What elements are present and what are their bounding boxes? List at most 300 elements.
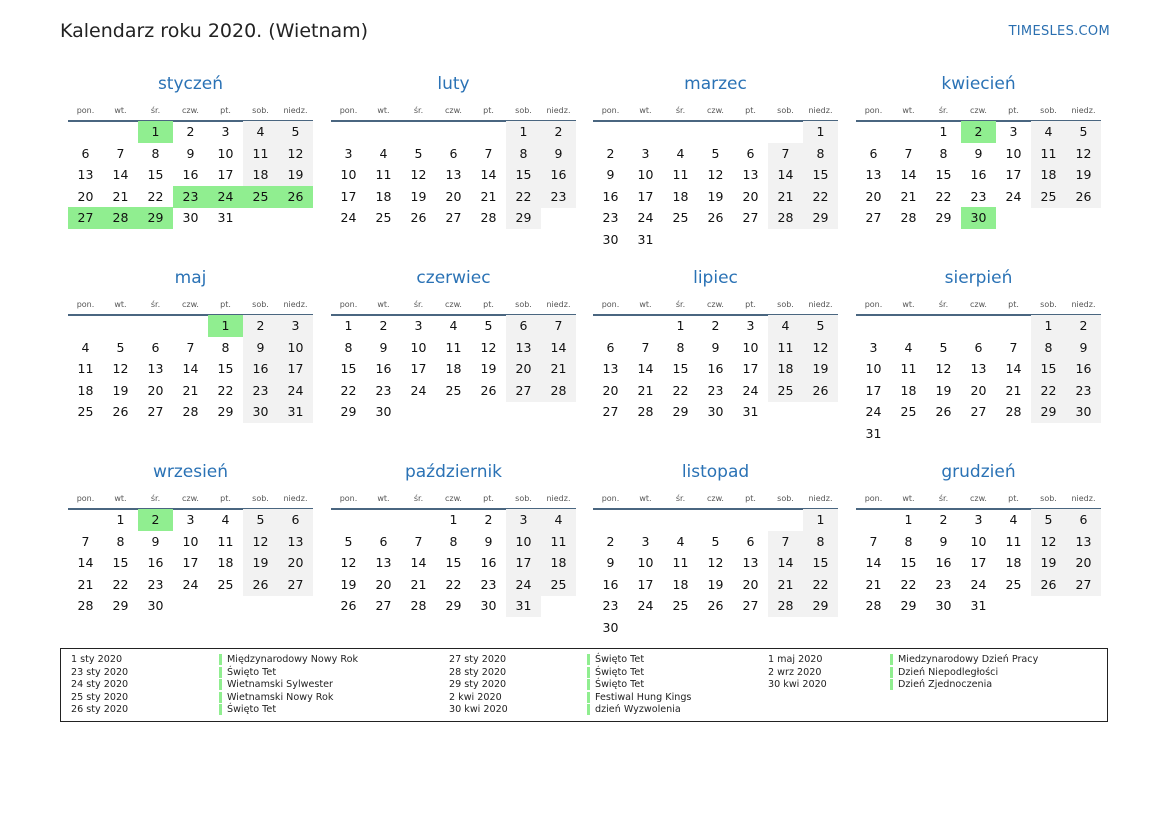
day-cell: 6 <box>606 339 615 355</box>
weekday-label: niedz. <box>283 494 308 503</box>
weekday-label: wt. <box>639 106 652 115</box>
day-cell: 19 <box>935 382 952 398</box>
day-cell: 10 <box>865 361 882 377</box>
day-cell: 2 <box>484 512 493 527</box>
day-cell: 15 <box>445 555 462 571</box>
day-cell: 27 <box>865 210 882 226</box>
day-cell: 23 <box>935 576 952 592</box>
day-cell: 7 <box>768 143 803 165</box>
weekday-label: czw. <box>182 300 199 309</box>
day-cell: 2 <box>606 145 615 161</box>
legend-holiday-name: Święto Tet <box>587 654 644 665</box>
weekday-label: wt. <box>114 106 127 115</box>
day-cell: 2 <box>606 533 615 549</box>
weekday-label: niedz. <box>1071 106 1096 115</box>
legend-date: 29 sty 2020 <box>449 679 507 691</box>
day-cell: 16 <box>480 555 497 571</box>
day-cell: 30 <box>243 401 278 423</box>
day-cell: 12 <box>707 555 724 571</box>
day-cell: 13 <box>375 555 392 571</box>
day-cell: 5 <box>116 339 125 355</box>
day-cell: 15 <box>147 167 164 183</box>
day-cell: 17 <box>278 358 313 380</box>
day-cell: 4 <box>81 339 90 355</box>
day-cell: 25 <box>445 382 462 398</box>
day-cell: 4 <box>1009 512 1018 527</box>
holiday-day-cell: 1 <box>138 121 173 143</box>
weekday-label: niedz. <box>546 106 571 115</box>
day-cell: 11 <box>77 361 94 377</box>
day-cell: 22 <box>340 382 357 398</box>
weekday-label: niedz. <box>808 300 833 309</box>
legend-date: 1 maj 2020 <box>768 654 823 665</box>
day-cell: 27 <box>602 404 619 420</box>
day-cell: 14 <box>182 361 199 377</box>
day-cell: 31 <box>217 210 234 226</box>
day-cell: 25 <box>217 576 234 592</box>
day-cell: 6 <box>746 533 755 549</box>
day-cell: 9 <box>243 337 278 359</box>
day-cell: 12 <box>243 531 278 553</box>
day-cell: 31 <box>637 232 654 247</box>
day-cell: 29 <box>803 595 838 617</box>
day-cell: 15 <box>672 361 689 377</box>
day-cell: 17 <box>742 361 759 377</box>
day-cell: 4 <box>243 121 278 143</box>
day-cell: 18 <box>445 361 462 377</box>
day-cell: 15 <box>112 555 129 571</box>
day-cell: 29 <box>1031 401 1066 423</box>
weekday-label: niedz. <box>1071 300 1096 309</box>
day-cell: 13 <box>602 361 619 377</box>
day-cell: 31 <box>970 598 987 614</box>
day-cell: 3 <box>869 339 878 355</box>
day-cell: 23 <box>707 382 724 398</box>
day-cell: 19 <box>803 358 838 380</box>
day-cell: 16 <box>541 164 576 186</box>
day-cell: 11 <box>768 337 803 359</box>
day-cell: 7 <box>81 533 90 549</box>
day-cell: 10 <box>506 531 541 553</box>
day-cell: 25 <box>672 598 689 614</box>
day-cell: 12 <box>935 361 952 377</box>
day-cell: 2 <box>541 121 576 143</box>
weekday-label: śr. <box>413 300 424 309</box>
day-cell: 3 <box>221 124 230 139</box>
weekday-label: wt. <box>902 106 915 115</box>
day-cell: 20 <box>742 188 759 204</box>
day-cell: 22 <box>217 382 234 398</box>
day-cell: 24 <box>182 576 199 592</box>
day-cell: 11 <box>672 555 689 571</box>
day-cell: 13 <box>1066 531 1101 553</box>
day-cell: 30 <box>602 232 619 247</box>
day-cell: 25 <box>541 574 576 596</box>
day-cell: 4 <box>676 533 685 549</box>
day-cell: 26 <box>340 598 357 614</box>
day-cell: 6 <box>379 533 388 549</box>
legend-holiday-name: Miedzynarodowy Dzień Pracy <box>890 654 1038 665</box>
day-cell: 21 <box>112 188 129 204</box>
day-cell: 22 <box>803 574 838 596</box>
month-name: sierpień <box>944 268 1013 288</box>
weekday-label: sob. <box>515 106 532 115</box>
day-cell: 15 <box>506 164 541 186</box>
weekday-label: śr. <box>150 106 161 115</box>
weekday-label: pt. <box>483 300 494 309</box>
day-cell: 20 <box>77 188 94 204</box>
day-cell: 17 <box>637 188 654 204</box>
day-cell: 28 <box>768 207 803 229</box>
day-cell: 8 <box>221 339 230 355</box>
day-cell: 26 <box>1031 574 1066 596</box>
day-cell: 21 <box>865 576 882 592</box>
day-cell: 22 <box>935 188 952 204</box>
day-cell: 28 <box>1005 404 1022 420</box>
day-cell: 15 <box>935 167 952 183</box>
day-cell: 5 <box>1031 509 1066 531</box>
day-cell: 25 <box>900 404 917 420</box>
day-cell: 5 <box>484 318 493 333</box>
legend-date: 28 sty 2020 <box>449 666 507 678</box>
day-cell: 1 <box>344 318 353 333</box>
weekday-label: sob. <box>1040 494 1057 503</box>
day-cell: 18 <box>375 188 392 204</box>
day-cell: 4 <box>768 315 803 337</box>
weekday-label: czw. <box>445 106 462 115</box>
day-cell: 1 <box>939 124 948 139</box>
legend-holiday-name: Święto Tet <box>219 667 276 678</box>
day-cell: 16 <box>970 167 987 183</box>
day-cell: 9 <box>606 167 615 183</box>
day-cell: 1 <box>1031 315 1066 337</box>
month-name: czerwiec <box>416 268 491 288</box>
day-cell: 18 <box>1005 555 1022 571</box>
day-cell: 21 <box>182 382 199 398</box>
page-title: Kalendarz roku 2020. (Wietnam) <box>60 20 369 42</box>
day-cell: 12 <box>1066 143 1101 165</box>
day-cell: 17 <box>1005 167 1022 183</box>
legend-holiday-name: Międzynarodowy Nowy Rok <box>219 654 358 665</box>
legend-holiday-name: Wietnamski Nowy Rok <box>219 692 333 703</box>
day-cell: 7 <box>904 145 913 161</box>
day-cell: 30 <box>480 598 497 614</box>
weekday-label: pon. <box>864 494 883 503</box>
weekday-label: pon. <box>864 300 883 309</box>
day-cell: 6 <box>449 145 458 161</box>
weekday-label: pon. <box>76 106 95 115</box>
legend-holiday-name: Święto Tet <box>587 667 644 678</box>
day-cell: 5 <box>278 121 313 143</box>
day-cell: 25 <box>1005 576 1022 592</box>
day-cell: 17 <box>637 576 654 592</box>
day-cell: 22 <box>506 186 541 208</box>
day-cell: 11 <box>900 361 917 377</box>
day-cell: 17 <box>182 555 199 571</box>
day-cell: 21 <box>1005 382 1022 398</box>
day-cell: 11 <box>541 531 576 553</box>
weekday-label: pon. <box>76 300 95 309</box>
day-cell: 2 <box>186 124 195 139</box>
day-cell: 29 <box>900 598 917 614</box>
weekday-label: wt. <box>377 106 390 115</box>
day-cell: 5 <box>1066 121 1101 143</box>
holiday-day-cell: 27 <box>68 207 103 229</box>
weekday-label: wt. <box>902 494 915 503</box>
day-cell: 22 <box>1031 380 1066 402</box>
day-cell: 16 <box>375 361 392 377</box>
day-cell: 9 <box>711 339 720 355</box>
day-cell: 22 <box>112 576 129 592</box>
day-cell: 26 <box>935 404 952 420</box>
day-cell: 13 <box>77 167 94 183</box>
day-cell: 7 <box>1009 339 1018 355</box>
weekday-label: sob. <box>1040 300 1057 309</box>
day-cell: 6 <box>1066 509 1101 531</box>
weekday-label: wt. <box>114 300 127 309</box>
weekday-label: śr. <box>413 494 424 503</box>
day-cell: 9 <box>484 533 493 549</box>
holiday-day-cell: 24 <box>208 186 243 208</box>
day-cell: 2 <box>243 315 278 337</box>
day-cell: 28 <box>637 404 654 420</box>
day-cell: 17 <box>217 167 234 183</box>
day-cell: 21 <box>900 188 917 204</box>
day-cell: 26 <box>243 574 278 596</box>
day-cell: 30 <box>935 598 952 614</box>
day-cell: 3 <box>186 512 195 527</box>
day-cell: 27 <box>970 404 987 420</box>
weekday-label: śr. <box>150 494 161 503</box>
day-cell: 13 <box>147 361 164 377</box>
day-cell: 16 <box>1066 358 1101 380</box>
day-cell: 20 <box>970 382 987 398</box>
day-cell: 10 <box>217 145 234 161</box>
day-cell: 18 <box>541 552 576 574</box>
day-cell: 2 <box>711 318 720 333</box>
day-cell: 28 <box>900 210 917 226</box>
day-cell: 22 <box>803 186 838 208</box>
day-cell: 28 <box>410 598 427 614</box>
weekday-label: niedz. <box>546 494 571 503</box>
day-cell: 17 <box>865 382 882 398</box>
day-cell: 20 <box>602 382 619 398</box>
day-cell: 5 <box>243 509 278 531</box>
holiday-day-cell: 23 <box>173 186 208 208</box>
weekday-label: czw. <box>970 300 987 309</box>
month-name: lipiec <box>693 268 738 288</box>
day-cell: 16 <box>935 555 952 571</box>
day-cell: 27 <box>278 574 313 596</box>
weekday-label: wt. <box>902 300 915 309</box>
day-cell: 7 <box>541 315 576 337</box>
legend-date: 27 sty 2020 <box>449 654 507 665</box>
day-cell: 11 <box>445 339 462 355</box>
month-name: wrzesień <box>152 462 229 482</box>
weekday-label: wt. <box>639 300 652 309</box>
day-cell: 21 <box>480 188 497 204</box>
day-cell: 6 <box>151 339 160 355</box>
day-cell: 17 <box>506 552 541 574</box>
day-cell: 24 <box>278 380 313 402</box>
day-cell: 19 <box>480 361 497 377</box>
day-cell: 10 <box>742 339 759 355</box>
day-cell: 26 <box>707 210 724 226</box>
day-cell: 26 <box>480 382 497 398</box>
day-cell: 6 <box>81 145 90 161</box>
day-cell: 9 <box>151 533 160 549</box>
day-cell: 19 <box>1031 552 1066 574</box>
day-cell: 2 <box>379 318 388 333</box>
day-cell: 6 <box>746 145 755 161</box>
day-cell: 19 <box>112 382 129 398</box>
day-cell: 1 <box>506 121 541 143</box>
day-cell: 31 <box>278 401 313 423</box>
weekday-label: wt. <box>639 494 652 503</box>
holiday-day-cell: 26 <box>278 186 313 208</box>
day-cell: 9 <box>1066 337 1101 359</box>
day-cell: 24 <box>340 210 357 226</box>
day-cell: 20 <box>445 188 462 204</box>
day-cell: 14 <box>112 167 129 183</box>
day-cell: 12 <box>340 555 357 571</box>
day-cell: 6 <box>506 315 541 337</box>
day-cell: 22 <box>900 576 917 592</box>
weekday-label: sob. <box>252 300 269 309</box>
day-cell: 25 <box>768 380 803 402</box>
day-cell: 24 <box>410 382 427 398</box>
day-cell: 14 <box>77 555 94 571</box>
day-cell: 25 <box>672 210 689 226</box>
legend-holiday-name: Wietnamski Sylwester <box>219 679 333 690</box>
day-cell: 15 <box>803 164 838 186</box>
month-name: styczeń <box>157 74 224 94</box>
day-cell: 24 <box>506 574 541 596</box>
day-cell: 16 <box>147 555 164 571</box>
day-cell: 15 <box>900 555 917 571</box>
site-link[interactable]: TIMESLES.COM <box>1008 24 1110 39</box>
day-cell: 28 <box>182 404 199 420</box>
weekday-label: pt. <box>220 494 231 503</box>
day-cell: 20 <box>147 382 164 398</box>
holiday-legend <box>60 648 1108 722</box>
day-cell: 14 <box>541 337 576 359</box>
day-cell: 19 <box>707 188 724 204</box>
day-cell: 21 <box>768 186 803 208</box>
day-cell: 27 <box>445 210 462 226</box>
month-divider <box>593 508 838 510</box>
month-name: maj <box>174 268 207 288</box>
day-cell: 5 <box>803 315 838 337</box>
day-cell: 21 <box>541 358 576 380</box>
legend-holiday-name: Święto Tet <box>219 704 276 715</box>
weekday-label: pt. <box>745 106 756 115</box>
day-cell: 21 <box>768 574 803 596</box>
day-cell: 24 <box>637 598 654 614</box>
day-cell: 28 <box>865 598 882 614</box>
day-cell: 12 <box>410 167 427 183</box>
day-cell: 16 <box>707 361 724 377</box>
weekday-label: niedz. <box>283 300 308 309</box>
day-cell: 20 <box>278 552 313 574</box>
weekday-label: wt. <box>377 494 390 503</box>
weekday-label: pon. <box>601 494 620 503</box>
day-cell: 8 <box>676 339 685 355</box>
day-cell: 5 <box>711 533 720 549</box>
weekday-label: czw. <box>707 494 724 503</box>
day-cell: 23 <box>480 576 497 592</box>
day-cell: 18 <box>1031 164 1066 186</box>
day-cell: 1 <box>803 509 838 531</box>
day-cell: 14 <box>768 552 803 574</box>
day-cell: 29 <box>672 404 689 420</box>
legend-date: 26 sty 2020 <box>71 704 129 716</box>
day-cell: 8 <box>803 143 838 165</box>
weekday-label: niedz. <box>283 106 308 115</box>
day-cell: 3 <box>278 315 313 337</box>
day-cell: 29 <box>445 598 462 614</box>
day-cell: 8 <box>904 533 913 549</box>
month-name: marzec <box>684 74 747 94</box>
day-cell: 11 <box>243 143 278 165</box>
day-cell: 7 <box>768 531 803 553</box>
month-name: kwiecień <box>941 74 1016 94</box>
day-cell: 20 <box>375 576 392 592</box>
month-name: listopad <box>681 462 750 482</box>
day-cell: 16 <box>602 576 619 592</box>
day-cell: 18 <box>672 576 689 592</box>
day-cell: 31 <box>506 595 541 617</box>
day-cell: 12 <box>1031 531 1066 553</box>
day-cell: 1 <box>116 512 125 527</box>
day-cell: 13 <box>865 167 882 183</box>
day-cell: 28 <box>541 380 576 402</box>
day-cell: 27 <box>742 598 759 614</box>
day-cell: 3 <box>344 145 353 161</box>
day-cell: 3 <box>746 318 755 333</box>
day-cell: 14 <box>865 555 882 571</box>
day-cell: 28 <box>480 210 497 226</box>
day-cell: 1 <box>676 318 685 333</box>
day-cell: 25 <box>375 210 392 226</box>
day-cell: 23 <box>375 382 392 398</box>
day-cell: 8 <box>1031 337 1066 359</box>
holiday-day-cell: 1 <box>208 315 243 337</box>
day-cell: 12 <box>278 143 313 165</box>
weekday-label: sob. <box>515 300 532 309</box>
day-cell: 20 <box>865 188 882 204</box>
day-cell: 11 <box>375 167 392 183</box>
day-cell: 29 <box>340 404 357 420</box>
day-cell: 9 <box>606 555 615 571</box>
day-cell: 9 <box>186 145 195 161</box>
day-cell: 18 <box>900 382 917 398</box>
day-cell: 26 <box>707 598 724 614</box>
day-cell: 17 <box>340 188 357 204</box>
day-cell: 18 <box>768 358 803 380</box>
day-cell: 14 <box>637 361 654 377</box>
day-cell: 4 <box>1031 121 1066 143</box>
holiday-day-cell: 29 <box>138 207 173 229</box>
day-cell: 29 <box>506 207 541 229</box>
day-cell: 10 <box>637 167 654 183</box>
day-cell: 13 <box>970 361 987 377</box>
day-cell: 7 <box>484 145 493 161</box>
day-cell: 29 <box>935 210 952 226</box>
day-cell: 31 <box>865 426 882 441</box>
weekday-label: śr. <box>413 106 424 115</box>
weekday-label: pon. <box>339 300 358 309</box>
